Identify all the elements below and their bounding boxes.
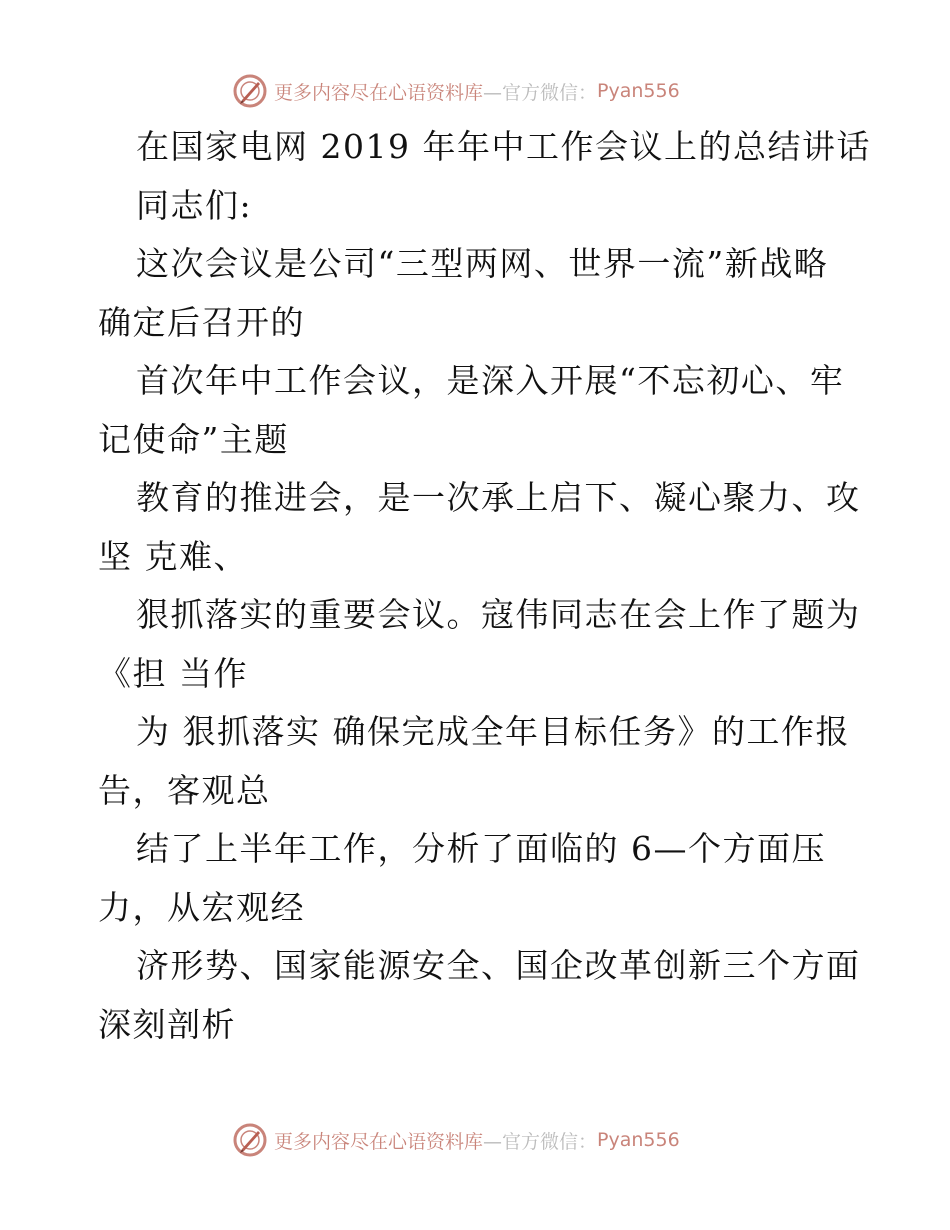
- document-title: 在国家电网 2019 年年中工作会议上的总结讲话: [136, 127, 871, 166]
- text-line: 这次会议是公司“三型两网、世界一流”新战略: [136, 244, 829, 283]
- text-line: 《担 当作: [98, 653, 248, 693]
- watermark-code-text: Pyan556: [597, 1129, 680, 1151]
- text-line: 力，从宏观经: [98, 887, 305, 927]
- watermark-main-text: 更多内容尽在心语资料库: [274, 1130, 484, 1153]
- text-line: 狠抓落实的重要会议。寇伟同志在会上作了题为: [136, 595, 861, 634]
- watermark-sub-text: —官方微信：: [483, 1130, 598, 1153]
- salutation: 同志们:: [136, 185, 253, 225]
- watermark-code-text: Pyan556: [597, 80, 680, 102]
- text-line: 深刻剖析: [98, 1004, 236, 1044]
- text-line: 确定后召开的: [98, 302, 305, 342]
- text-line: 教育的推进会，是一次承上启下、凝心聚力、攻: [136, 478, 861, 517]
- text-line: 记使命”主题: [98, 419, 289, 459]
- header-watermark: [232, 73, 680, 109]
- text-line: 告，客观总: [98, 770, 271, 810]
- pen-circle-icon: [232, 1122, 268, 1158]
- text-line: 结了上半年工作，分析了面临的 6—个方面压: [136, 829, 826, 868]
- watermark-sub-text: —官方微信：: [483, 81, 598, 104]
- pen-circle-icon: [232, 73, 268, 109]
- text-line: 济形势、国家能源安全、国企改革创新三个方面: [136, 946, 861, 985]
- document-body: [98, 118, 871, 1054]
- footer-watermark: [232, 1122, 680, 1158]
- text-line: 为 狠抓落实 确保完成全年目标任务》的工作报: [136, 712, 850, 751]
- text-line: 首次年中工作会议，是深入开展“不忘初心、牢: [136, 361, 845, 400]
- text-line: 坚 克难、: [98, 536, 248, 576]
- watermark-main-text: 更多内容尽在心语资料库: [274, 81, 484, 104]
